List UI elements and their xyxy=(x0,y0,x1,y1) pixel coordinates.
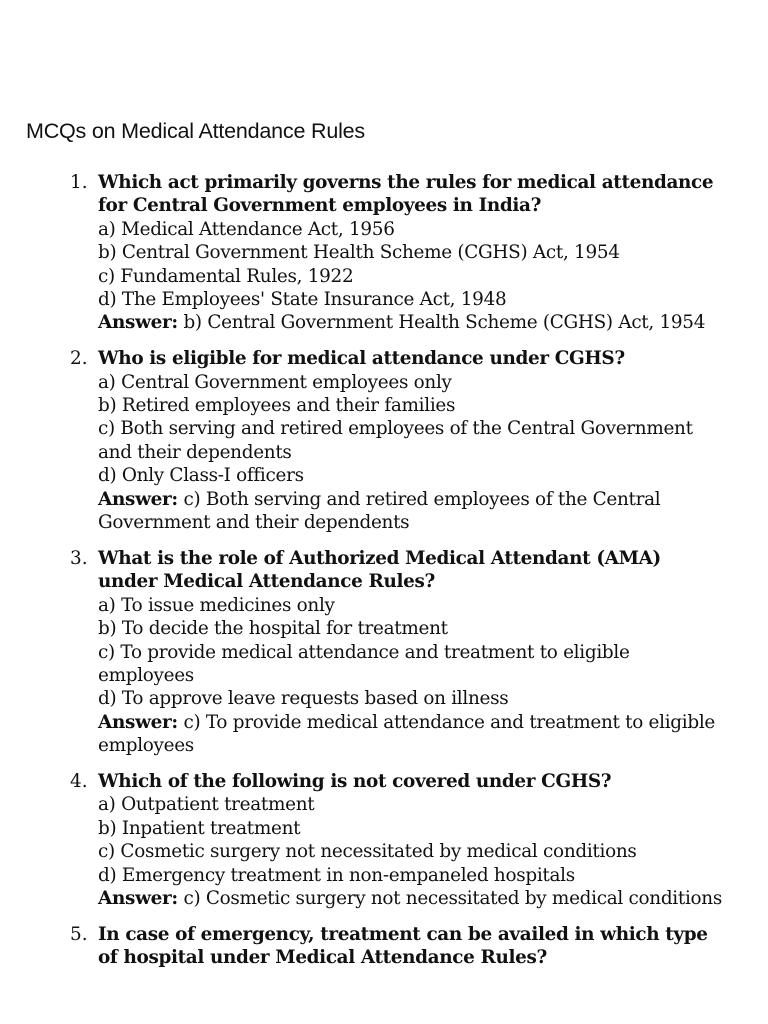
question-list xyxy=(0,171,768,982)
answer-text: b) Central Government Health Scheme (CGHS) Act, 1954 xyxy=(183,312,706,334)
question-item-1 xyxy=(0,171,768,335)
option-b: b) Inpatient treatment xyxy=(98,817,301,839)
option-d: d) Only Class-I officers xyxy=(98,465,304,487)
option-d: d) To approve leave requests based on illness xyxy=(98,688,509,710)
answer-line xyxy=(98,711,724,758)
answer-text: c) Both serving and retired employees of the Central Government and their dependents xyxy=(98,488,661,534)
option-c: c) Fundamental Rules, 1922 xyxy=(98,265,354,287)
option-c: c) Both serving and retired employees of the Central Government and their dependents xyxy=(98,418,693,463)
question-item-2 xyxy=(0,347,768,534)
question-item-5 xyxy=(0,923,768,970)
answer-text: c) To provide medical attendance and treatment to eligible employees xyxy=(98,711,715,757)
question-text: What is the role of Authorized Medical Attendant (AMA) under Medical Attendance Rules? xyxy=(98,547,661,593)
option-b: b) Retired employees and their families xyxy=(98,395,456,417)
option-a: a) Central Government employees only xyxy=(98,371,452,393)
option-c: c) To provide medical attendance and treatment to eligible employees xyxy=(98,641,630,686)
answer-label: Answer: xyxy=(98,488,178,510)
question-number: 2. xyxy=(70,348,88,370)
question-number: 1. xyxy=(70,172,88,193)
answer-label: Answer: xyxy=(98,711,178,733)
answer-line xyxy=(98,887,724,910)
answer-label: Answer: xyxy=(98,887,178,909)
option-d: d) Emergency treatment in non-empaneled hospitals xyxy=(98,864,575,886)
answer-line xyxy=(98,311,724,334)
question-text: Which act primarily governs the rules for medical attendance for Central Government employees in India? xyxy=(98,172,714,217)
question-text: Who is eligible for medical attendance under CGHS? xyxy=(98,348,625,370)
question-item-3 xyxy=(0,547,768,758)
question-number: 4. xyxy=(70,770,88,792)
answer-line xyxy=(98,488,724,535)
option-b: b) Central Government Health Scheme (CGHS) Act, 1954 xyxy=(98,242,620,264)
question-text: In case of emergency, treatment can be availed in which type of hospital under Medical Attendance Rules? xyxy=(98,923,708,969)
answer-text: c) Cosmetic surgery not necessitated by medical conditions xyxy=(183,887,722,909)
question-item-4 xyxy=(0,770,768,910)
page-title: MCQs on Medical Attendance Rules xyxy=(26,119,365,143)
option-b: b) To decide the hospital for treatment xyxy=(98,618,448,640)
question-number: 5. xyxy=(70,923,88,945)
answer-label: Answer: xyxy=(98,312,178,334)
question-number: 3. xyxy=(70,547,88,569)
option-a: a) Medical Attendance Act, 1956 xyxy=(98,218,395,240)
option-c: c) Cosmetic surgery not necessitated by medical conditions xyxy=(98,841,637,863)
option-a: a) Outpatient treatment xyxy=(98,794,315,816)
option-d: d) The Employees' State Insurance Act, 1948 xyxy=(98,289,507,311)
option-a: a) To issue medicines only xyxy=(98,594,335,616)
question-text: Which of the following is not covered under CGHS? xyxy=(98,770,612,792)
